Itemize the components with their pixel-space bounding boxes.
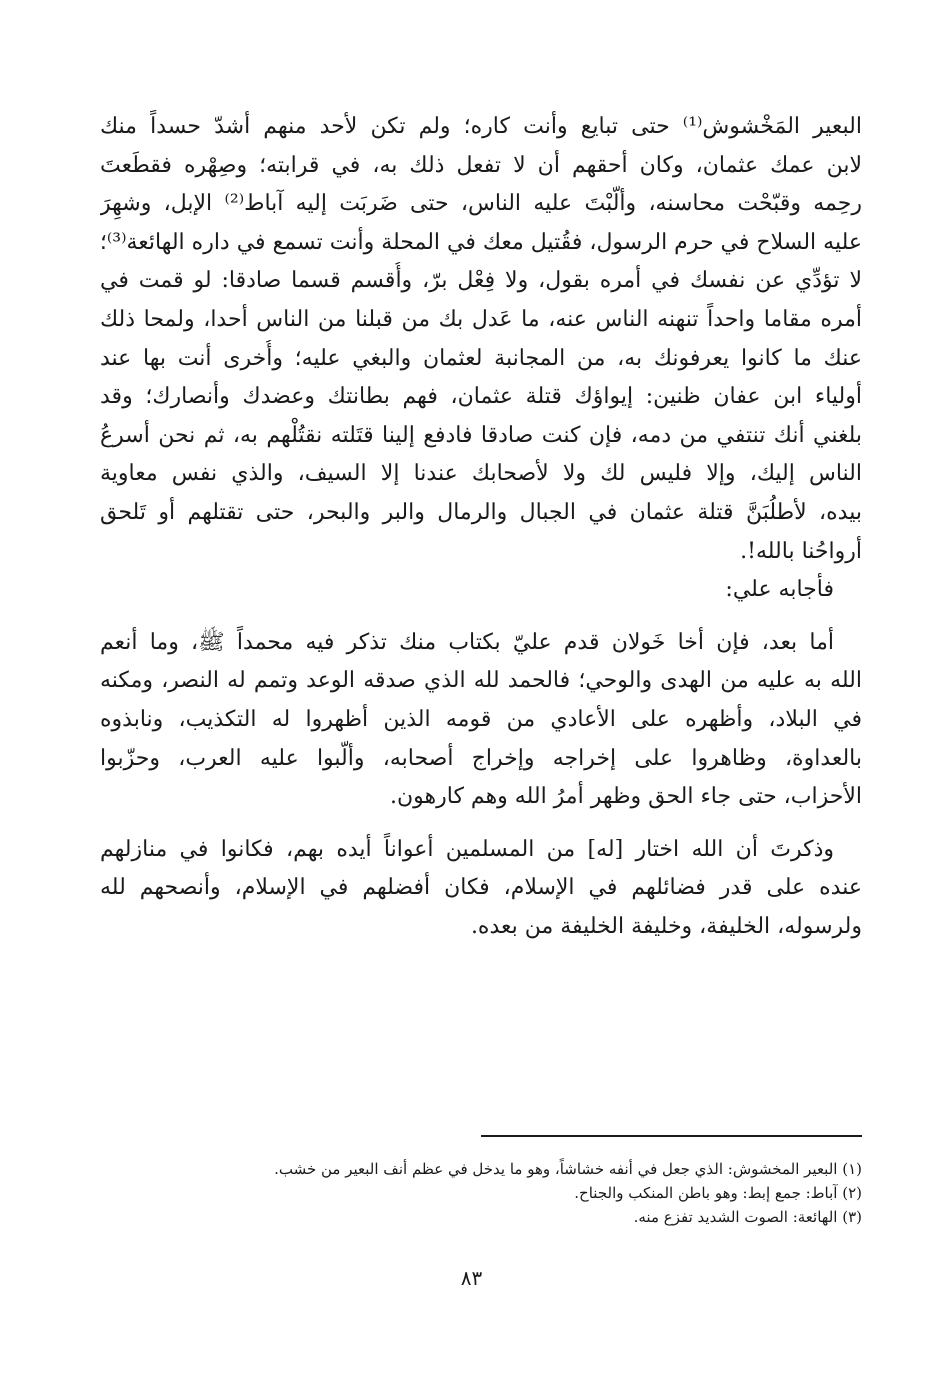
text-line: بلغني أنك تنتفي من دمه، فإن كنت صادقا فادفع إلينا قتَلته نقتُلْهم به، ثم نحن أسرعُ bbox=[100, 422, 862, 448]
text-line: أولياء ابن عفان ظنين: إيواؤك قتلة عثمان، فهم بطانتك وعضدك وأنصارك؛ وقد bbox=[100, 384, 862, 410]
paragraph-reply-2 bbox=[100, 831, 862, 947]
text-line: عنك ما كانوا يعرفونك به، من المجانبة لعثمان والبغي عليه؛ وأُخرى أنت بها عند bbox=[100, 345, 862, 371]
text-line: لابن عمك عثمان، وكان أحقهم أن لا تفعل ذلك به، في قرابته؛ وصِهْره فقطَعتَ bbox=[100, 152, 862, 178]
footnote-1: (١) البعير المخشوش: الذي جعل في أنفه خشاشاً، وهو ما يدخل في عظم أنف البعير من خشب. bbox=[274, 1160, 862, 1178]
text-line: بيده، لأطلُبَنَّ قتلة عثمان في الجبال والرمال والبر والبحر، حتى تقتلهم أو تَلحق bbox=[100, 499, 862, 525]
paragraph-letter-continuation bbox=[100, 108, 862, 571]
paragraph-reply bbox=[100, 624, 862, 817]
text-line: لا تؤدِّي عن نفسك في أمره بقول، ولا فِعْل برّ، وأُقسم قسما صادقا: لو قمت في bbox=[100, 268, 862, 294]
text-line: البعير المَخْشوش⁽¹⁾ حتى تبايع وأنت كاره؛ ولم تكن لأحد منهم أشدّ حسداً منك bbox=[100, 114, 862, 139]
text-line: الله به عليه من الهدى والوحي؛ فالحمد لله الذي صدقه الوعد وتمم له النصر، ومكنه bbox=[100, 668, 862, 694]
reply-intro: فأجابه علي: bbox=[725, 577, 834, 603]
paragraph-gap bbox=[100, 817, 862, 831]
text-line: الأحزاب، حتى جاء الحق وظهر أمرُ الله وهم كارهون. bbox=[390, 784, 862, 810]
text-line: بالعداوة، وظاهروا على إخراجه وإخراج أصحابه، وألّبوا عليه العرب، وحزّبوا bbox=[100, 745, 862, 771]
text-line: الناس إليك، وإلا فليس لك ولا لأصحابك عندنا إلا السيف، والذي نفس معاوية bbox=[100, 461, 862, 487]
text-line: وذكرتَ أن الله اختار [له] من المسلمين أعواناً أيده بهم، فكانوا في منازلهم bbox=[100, 836, 834, 862]
text-line: رحِمه وقبّحْت محاسنه، وألّبْتَ عليه الناس، حتى ضَربَت إليه آباط⁽²⁾ الإبل، وشهِرَ bbox=[100, 191, 862, 217]
text-line: أمره مقاما واحداً تنهنه الناس عنه، ما عَدل بك من قبلنا من الناس أحدا، ولمحا ذلك bbox=[100, 306, 862, 332]
footnotes bbox=[150, 1157, 862, 1229]
paragraph-gap bbox=[100, 610, 862, 624]
text-line: ولرسوله، الخليفة، وخليفة الخليفة من بعده. bbox=[470, 913, 862, 939]
text-line: عليه السلاح في حرم الرسول، فقُتيل معك في المحلة وأنت تسمع في داره الهائعة⁽³⁾؛ bbox=[100, 229, 862, 255]
text-line: في البلاد، وأظهره على الأعادي من قومه الذين أظهروا له التكذيب، ونابذوه bbox=[100, 706, 862, 732]
text-line: أما بعد، فإن أخا خَولان قدم عليّ بكتاب منك تذكر فيه محمداً ﷺ، وما أنعم bbox=[100, 629, 834, 655]
footnote-divider bbox=[481, 1135, 862, 1137]
page-body bbox=[100, 108, 862, 946]
footnote-3: (٣) الهائعة: الصوت الشديد تفزع منه. bbox=[633, 1208, 862, 1226]
page-number: ٨٣ bbox=[460, 1266, 483, 1290]
footnote-2: (٢) آباط: جمع إبط: وهو باطن المنكب والجناح. bbox=[574, 1184, 862, 1202]
text-line: عنده على قدر فضائلهم في الإسلام، فكان أفضلهم في الإسلام، وأنصحهم لله bbox=[100, 875, 862, 901]
text-line: أرواحُنا بالله!. bbox=[740, 538, 862, 564]
